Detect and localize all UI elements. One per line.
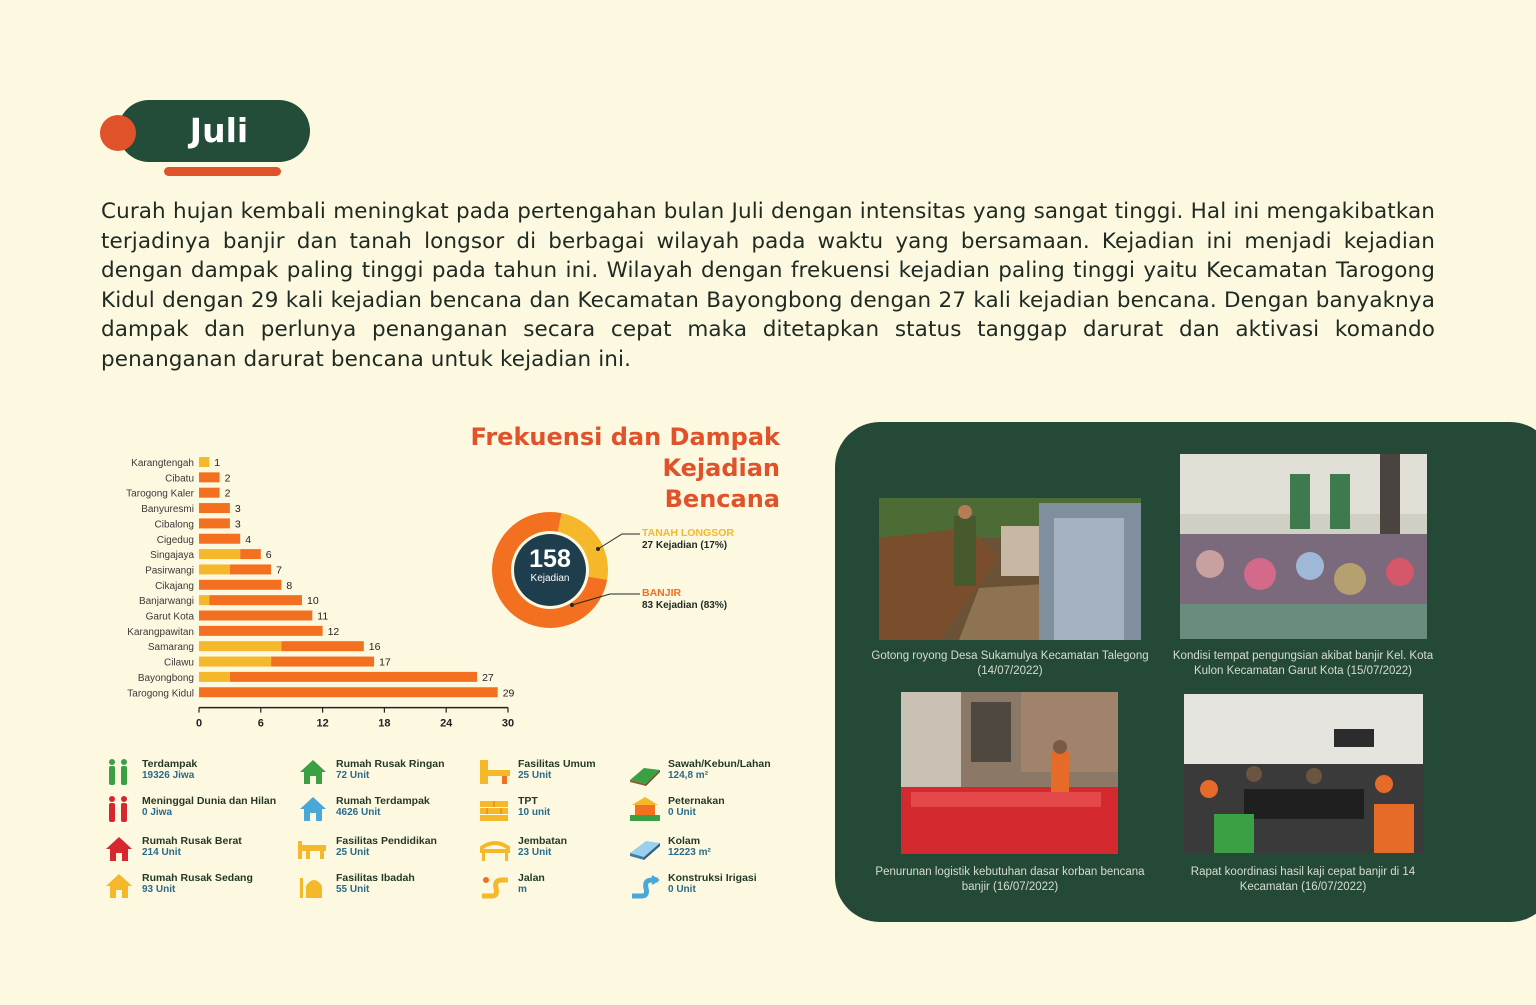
people-red-icon — [104, 795, 134, 823]
impact-rumah-rusak-ringan — [298, 758, 468, 794]
peternakan-icon — [630, 795, 660, 823]
photo-rapat-image — [1184, 694, 1423, 853]
bar-value-label: 16 — [368, 641, 381, 654]
sawah-icon — [630, 758, 660, 786]
legend-longsor-label: TANAH LONGSOR — [642, 527, 734, 539]
bar-value-label: 27 — [482, 671, 494, 684]
caption-rapat: Rapat koordinasi hasil kaji cepat banjir di 14 Kecamatan (16/07/2022) — [1190, 866, 1416, 893]
impact-value: 72 Unit — [336, 770, 370, 781]
people-green-icon — [104, 758, 134, 786]
impact-konstruksi-irigasi — [630, 872, 800, 908]
bar-value-label: 1 — [214, 457, 221, 469]
bar-segment — [271, 657, 374, 667]
fasilitas-ibadah-icon — [298, 872, 328, 900]
bar-category-label: Cigedug — [156, 534, 194, 546]
photo-gotong-royong — [879, 498, 1141, 640]
bar-category-label: Cibalong — [154, 519, 194, 531]
month-title: Juli — [189, 111, 249, 150]
caption-pengungsian: Kondisi tempat pengungsian akibat banjir Kel. Kota Kulon Kecamatan Garut Kota (15/07/2022) — [1172, 650, 1434, 677]
bar-segment — [199, 657, 271, 667]
impact-jalan — [480, 872, 650, 908]
impact-value: 0 Unit — [668, 807, 696, 818]
bar-segment — [199, 611, 312, 621]
impact-value: 55 Unit — [336, 884, 370, 895]
impact-label: Rumah Rusak Ringan — [336, 758, 445, 770]
konstruksi-irigasi-icon — [630, 872, 660, 900]
intro-paragraph: Curah hujan kembali meningkat pada pertengahan bulan Juli dengan intensitas yang sangat tinggi. Hal ini mengakibatkan terjadinya banjir dan tanah longsor di berbagai wilayah pada waktu yang bersamaan. Kejadian ini menjadi kejadian dengan dampak paling tinggi pada tahun ini. Wilayah dengan frekuensi kejadian paling tinggi yaitu Kecamatan Tarogong Kidul dengan 29 kali kejadian bencana dan Kecamatan Bayongbong dengan 27 kali kejadian bencana. Dengan banyaknya dampak dan perlunya penanganan secara cepat maka ditetapkan status tanggap darurat dan aktivasi komando penanganan darurat bencana untuk kejadian ini. — [101, 199, 1435, 372]
impact-label: Meninggal Dunia dan Hilan — [142, 795, 277, 807]
impact-value: 4626 Unit — [336, 807, 381, 818]
bar-value-label: 7 — [276, 564, 282, 577]
jalan-icon — [480, 872, 510, 900]
impact-fasilitas-umum — [480, 758, 650, 794]
bar-segment — [199, 564, 230, 574]
bar-segment — [199, 457, 209, 467]
bar-value-label: 29 — [502, 687, 515, 700]
impact-meninggal — [104, 795, 277, 831]
bar-value-label: 12 — [327, 625, 340, 638]
bar-value-label: 11 — [317, 610, 329, 623]
bar-segment — [199, 472, 220, 482]
photo-logistik-image — [901, 692, 1118, 854]
impact-fasilitas-ibadah — [298, 872, 468, 908]
bar-category-label: Tarogong Kidul — [127, 688, 194, 700]
impact-jembatan — [480, 835, 650, 871]
bar-category-label: Garut Kota — [145, 611, 194, 623]
legend-banjir-value: 83 Kejadian (83%) — [642, 600, 728, 611]
impact-value: 23 Unit — [518, 847, 552, 858]
bar-segment — [199, 549, 240, 559]
impact-value: 93 Unit — [142, 884, 176, 895]
bar-segment — [199, 534, 240, 544]
fasilitas-pendidikan-icon — [298, 835, 328, 863]
impact-sawah — [630, 758, 800, 794]
impact-label: Fasilitas Umum — [518, 758, 596, 770]
impact-label: Rumah Rusak Sedang — [142, 872, 253, 884]
bar-value-label: 2 — [224, 472, 231, 485]
jembatan-icon — [480, 835, 510, 863]
bar-segment — [199, 488, 220, 498]
bar-category-label: Singajaya — [150, 550, 194, 562]
bar-value-label: 10 — [307, 595, 319, 608]
impact-label: Kolam — [668, 835, 701, 847]
donut-leader-lines — [560, 525, 650, 615]
impact-fasilitas-pendidikan — [298, 835, 468, 871]
impact-value: 19326 Jiwa — [142, 770, 195, 781]
bar-segment — [199, 518, 230, 528]
impact-value: 214 Unit — [142, 847, 181, 858]
tpt-icon — [480, 795, 510, 823]
caption-logistik: Penurunan logistik kebutuhan dasar korban bencana banjir (16/07/2022) — [875, 866, 1145, 893]
bar-category-label: Cibatu — [165, 473, 194, 485]
impact-value: 124,8 m² — [668, 770, 709, 781]
impact-kolam — [630, 835, 800, 871]
bar-segment — [199, 503, 230, 513]
impact-label: Peternakan — [668, 795, 725, 807]
x-tick-label: 0 — [195, 717, 203, 730]
bar-value-label: 2 — [224, 487, 231, 500]
bar-value-label: 3 — [234, 503, 241, 516]
impact-rumah-rusak-berat — [104, 835, 274, 871]
caption-gotong-royong: Gotong royong Desa Sukamulya Kecamatan Talegong (14/07/2022) — [871, 650, 1149, 677]
impact-rumah-rusak-sedang — [104, 872, 274, 908]
photo-gotong-royong-image — [879, 498, 1141, 640]
impact-label: Terdampak — [142, 758, 198, 770]
month-underline — [164, 167, 281, 176]
bar-segment — [230, 564, 271, 574]
photo-pengungsian-image — [1180, 454, 1427, 639]
bar-category-label: Pasirwangi — [145, 565, 194, 577]
impact-label: Jalan — [518, 872, 545, 884]
impact-label: Rumah Rusak Berat — [142, 835, 242, 847]
bar-segment — [281, 641, 363, 651]
bar-category-label: Karangpawitan — [127, 626, 194, 638]
x-tick-label: 18 — [378, 717, 391, 730]
donut-total: 158 — [529, 545, 571, 573]
bar-segment — [199, 641, 281, 651]
impact-tpt — [480, 795, 650, 831]
bar-segment — [240, 549, 261, 559]
bar-value-label: 17 — [379, 656, 391, 669]
chart-title-line1: Frekuensi dan Dampak Kejadian — [470, 423, 780, 482]
x-tick-label: 30 — [501, 717, 515, 730]
kolam-icon — [630, 835, 660, 863]
impact-terdampak — [104, 758, 274, 794]
photo-pengungsian — [1180, 454, 1427, 639]
photo-rapat — [1184, 694, 1423, 853]
x-tick-label: 6 — [257, 717, 264, 730]
bar-value-label: 4 — [245, 533, 252, 546]
impact-rumah-terdampak — [298, 795, 468, 831]
fasilitas-umum-icon — [480, 758, 510, 786]
legend-banjir-label: BANJIR — [642, 587, 682, 599]
x-tick-label: 12 — [316, 717, 329, 730]
legend-longsor-value: 27 Kejadian (17%) — [642, 540, 728, 551]
bar-segment — [199, 687, 498, 697]
impact-label: Jembatan — [518, 835, 568, 847]
impact-label: Fasilitas Pendidikan — [336, 835, 437, 847]
bar-segment — [209, 595, 302, 605]
bar-category-label: Cikajang — [155, 580, 194, 592]
bar-value-label: 3 — [234, 518, 241, 531]
impact-label: Fasilitas Ibadah — [336, 872, 415, 884]
bar-segment — [199, 626, 323, 636]
impact-value: 0 Jiwa — [142, 807, 173, 818]
bar-category-label: Samarang — [147, 642, 194, 654]
bar-value-label: 8 — [286, 579, 293, 592]
bar-segment — [199, 595, 209, 605]
bar-category-label: Banyuresmi — [141, 504, 194, 516]
impact-label: Konstruksi Irigasi — [668, 872, 757, 884]
impact-peternakan — [630, 795, 800, 831]
chart-title-line2: Bencana — [664, 485, 780, 513]
impact-value: 25 Unit — [336, 847, 370, 858]
bar-category-label: Banjarwangi — [138, 596, 194, 608]
rumah-rusak-sedang-icon — [104, 872, 134, 900]
bar-segment — [199, 672, 230, 682]
bar-value-label: 6 — [265, 549, 272, 562]
rumah-rusak-ringan-icon — [298, 758, 328, 786]
frequency-bar-chart — [100, 450, 530, 740]
bar-segment — [230, 672, 477, 682]
rumah-terdampak-icon — [298, 795, 328, 823]
photo-logistik — [901, 692, 1118, 854]
rumah-rusak-berat-icon — [104, 835, 134, 863]
impact-value: 12223 m² — [668, 847, 711, 858]
impact-value: 25 Unit — [518, 770, 552, 781]
impact-label: Rumah Terdampak — [336, 795, 430, 807]
donut-total-label: Kejadian — [530, 573, 570, 584]
x-tick-label: 24 — [440, 717, 453, 730]
bar-category-label: Tarogong Kaler — [126, 488, 194, 500]
impact-value: 0 Unit — [668, 884, 696, 895]
bar-category-label: Bayongbong — [137, 672, 194, 684]
bar-category-label: Karangtengah — [131, 458, 194, 469]
bar-segment — [199, 580, 281, 590]
impact-label: TPT — [518, 795, 538, 807]
impact-label: Sawah/Kebun/Lahan — [668, 758, 771, 770]
impact-value: 10 unit — [518, 807, 551, 818]
bar-category-label: Cilawu — [163, 657, 194, 669]
impact-value: m — [518, 884, 527, 895]
